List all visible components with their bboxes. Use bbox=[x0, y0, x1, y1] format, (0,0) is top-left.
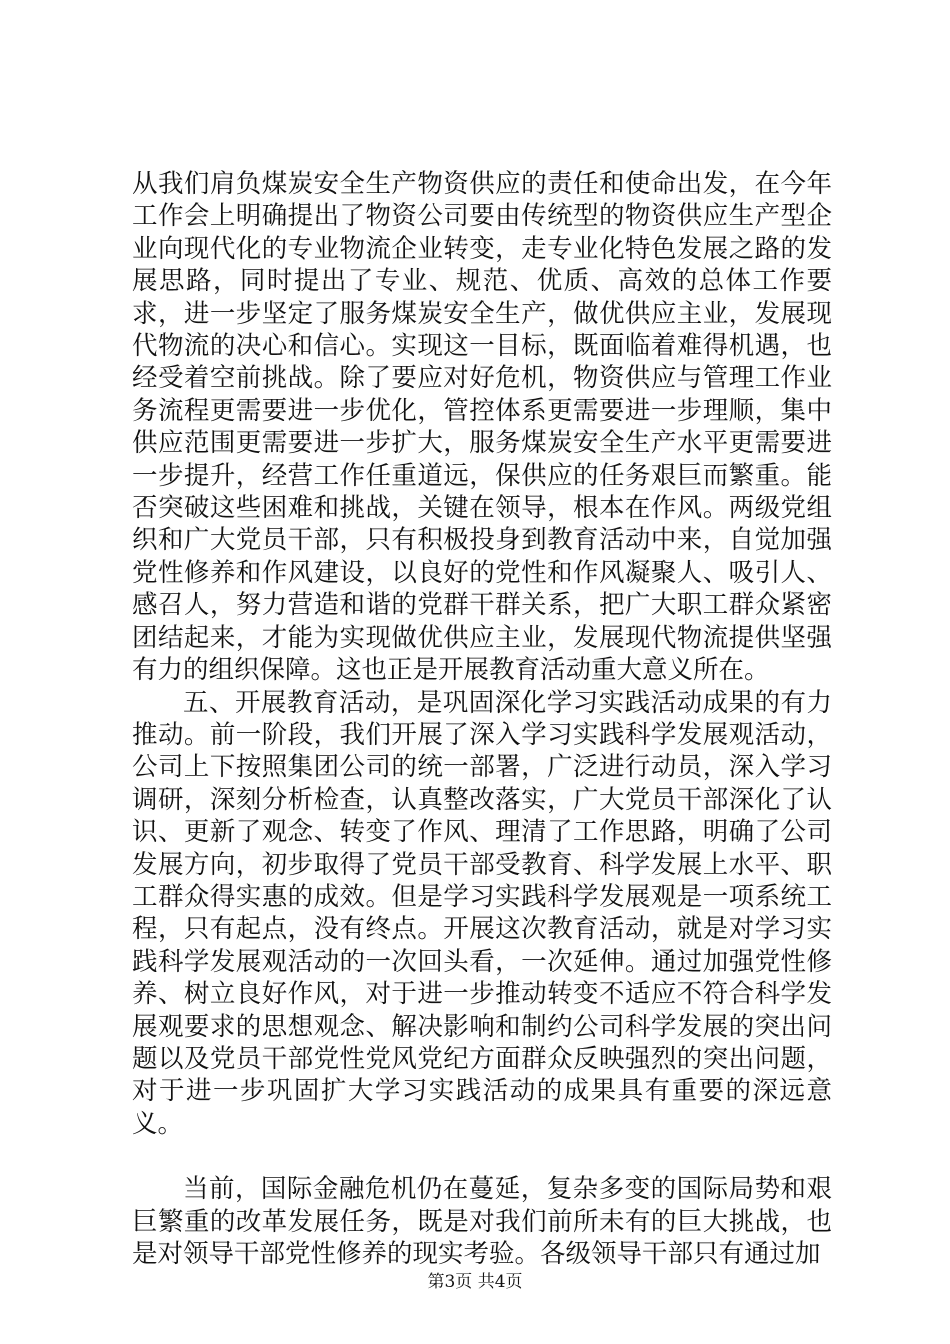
document-body bbox=[132, 168, 832, 1270]
page-footer: 第3页 共4页 bbox=[427, 1272, 523, 1292]
paragraph: 从我们肩负煤炭安全生产物资供应的责任和使命出发，在今年工作会上明确提出了物资公司要由传统型的物资供应生产型企业向现代化的专业物流企业转变，走专业化特色发展之路的发展思路，同时提出了专业、规范、优质、高效的总体工作要求，进一步坚定了服务煤炭安全生产，做优供应主业，发展现代物流的决心和信心。实现这一目标，既面临着难得机遇，也经受着空前挑战。除了要应对好危机，物资供应与管理工作业务流程更需要进一步优化，管控体系更需要进一步理顺，集中供应范围更需要进一步扩大，服务煤炭安全生产水平更需要进一步提升，经营工作任重道远，保供应的任务艰巨而繁重。能否突破这些困难和挑战，关键在领导，根本在作风。两级党组织和广大党员干部，只有积极投身到教育活动中来，自觉加强党性修养和作风建设，以良好的党性和作风凝聚人、吸引人、感召人，努力营造和谐的党群干群关系，把广大职工群众紧密团结起来，才能为实现做优供应主业，发展现代物流提供坚强有力的组织保障。这也正是开展教育活动重大意义所在。 bbox=[132, 169, 832, 686]
paragraph: 当前，国际金融危机仍在蔓延，复杂多变的国际局势和艰巨繁重的改革发展任务，既是对我们前所未有的巨大挑战，也是对领导干部党性修养的现实考验。各级领导干部只有通过加 bbox=[132, 1174, 832, 1269]
paragraph: 五、开展教育活动，是巩固深化学习实践活动成果的有力推动。前一阶段，我们开展了深入学习实践科学发展观活动，公司上下按照集团公司的统一部署，广泛进行动员，深入学习调研，深刻分析检查，认真整改落实，广大党员干部深化了认识、更新了观念、转变了作风、理清了工作思路，明确了公司发展方向，初步取得了党员干部受教育、科学发展上水平、职工群众得实惠的成效。但是学习实践科学发展观是一项系统工程，只有起点，没有终点。开展这次教育活动，就是对学习实践科学发展观活动的一次回头看，一次延伸。通过加强党性修养、树立良好作风，对于进一步推动转变不适应不符合科学发展观要求的思想观念、解决影响和制约公司科学发展的突出问题以及党员干部党性党风党纪方面群众反映强烈的突出问题，对于进一步巩固扩大学习实践活动的成果具有重要的深远意义。 bbox=[132, 687, 832, 1139]
